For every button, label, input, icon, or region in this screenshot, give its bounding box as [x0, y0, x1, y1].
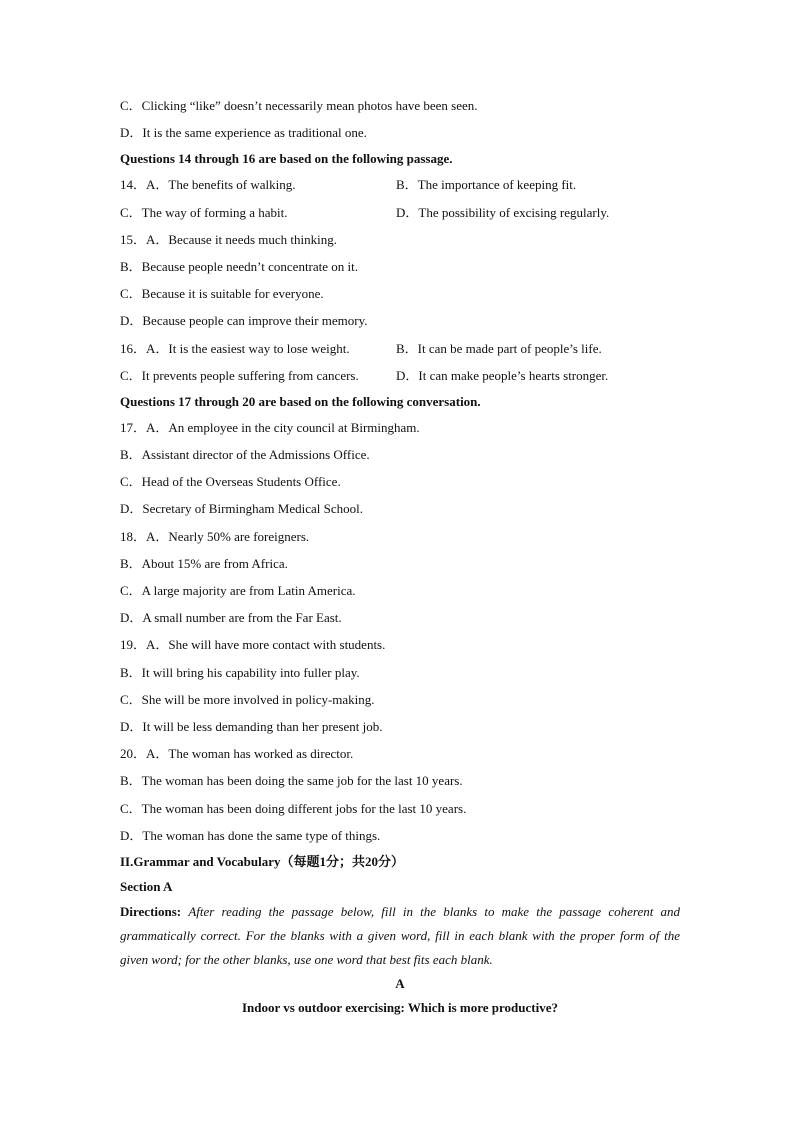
q16-option-a: 16．A．It is the easiest way to lose weight. [120, 340, 350, 356]
q18-option-b: B．About 15% are from Africa. [120, 555, 288, 571]
q20-option-b: B．The woman has been doing the same job for the last 10 years. [120, 773, 463, 789]
q14-option-b: B．The importance of keeping fit. [396, 177, 577, 193]
q16-option-c: C．It prevents people suffering from cancers. [120, 367, 359, 383]
q14-option-a: 14．A．The benefits of walking. [120, 177, 296, 193]
q19-option-c: C．She will be more involved in policy-making. [120, 691, 375, 707]
heading-q17-20: Questions 17 through 20 are based on the following conversation. [120, 393, 481, 409]
q20-option-d: D．The woman has done the same type of things. [120, 827, 381, 843]
q19-option-b: B．It will bring his capability into fuller play. [120, 664, 360, 680]
q17-option-b: B．Assistant director of the Admissions Office. [120, 447, 370, 463]
section-a-heading: Section A [120, 878, 173, 894]
q15-option-b: B．Because people needn’t concentrate on it. [120, 258, 359, 274]
passage-title: Indoor vs outdoor exercising: Which is more productive? [242, 999, 558, 1015]
q14-option-c: C．The way of forming a habit. [120, 204, 288, 220]
exam-page [120, 92, 680, 1020]
q16-row-1 [120, 335, 680, 362]
q15-option-a: 15．A．Because it needs much thinking. [120, 231, 337, 247]
directions-label: Directions: [120, 903, 182, 919]
q16-option-d: D．It can make people’s hearts stronger. [396, 367, 609, 383]
q15-option-c: C．Because it is suitable for everyone. [120, 286, 324, 302]
q17-option-a: 17．A．An employee in the city council at Birmingham. [120, 419, 420, 435]
directions-paragraph [120, 900, 680, 972]
heading-q14-16: Questions 14 through 16 are based on the following passage. [120, 151, 453, 167]
q18-option-c: C．A large majority are from Latin America. [120, 583, 356, 598]
q14-row-2 [120, 199, 680, 226]
q18-option-d: D．A small number are from the Far East. [120, 610, 342, 626]
q18-option-a: 18．A．Nearly 50% are foreigners. [120, 528, 310, 544]
section-2-title: II.Grammar and Vocabulary（每题1分；共20分） [120, 853, 404, 869]
q15-option-d: D．Because people can improve their memory. [120, 313, 368, 329]
q13-option-c: C．Clicking “like” doesn’t necessarily mean photos have been seen. [120, 98, 478, 113]
q20-option-c: C．The woman has been doing different jobs for the last 10 years. [120, 800, 467, 816]
q17-option-c: C．Head of the Overseas Students Office. [120, 474, 341, 490]
q17-option-d: D．Secretary of Birmingham Medical School. [120, 501, 363, 517]
directions-text: After reading the passage below, fill in the blanks to make the passage coherent and grammatically correct. For the blanks with a given word, fill in each blank with the proper form of the given word; for the other blanks, use one word that best fits each blank. [120, 903, 680, 967]
q20-option-a: 20．A．The woman has worked as director. [120, 746, 354, 762]
q13-option-d: D．It is the same experience as traditional one. [120, 125, 367, 141]
q14-option-d: D．The possibility of excising regularly. [396, 204, 610, 220]
q16-option-b: B．It can be made part of people’s life. [396, 340, 602, 356]
q19-option-d: D．It will be less demanding than her present job. [120, 718, 383, 734]
q16-row-2 [120, 362, 680, 389]
q19-option-a: 19．A．She will have more contact with students. [120, 637, 386, 653]
passage-letter: A [395, 975, 405, 991]
q14-row-1 [120, 171, 680, 198]
